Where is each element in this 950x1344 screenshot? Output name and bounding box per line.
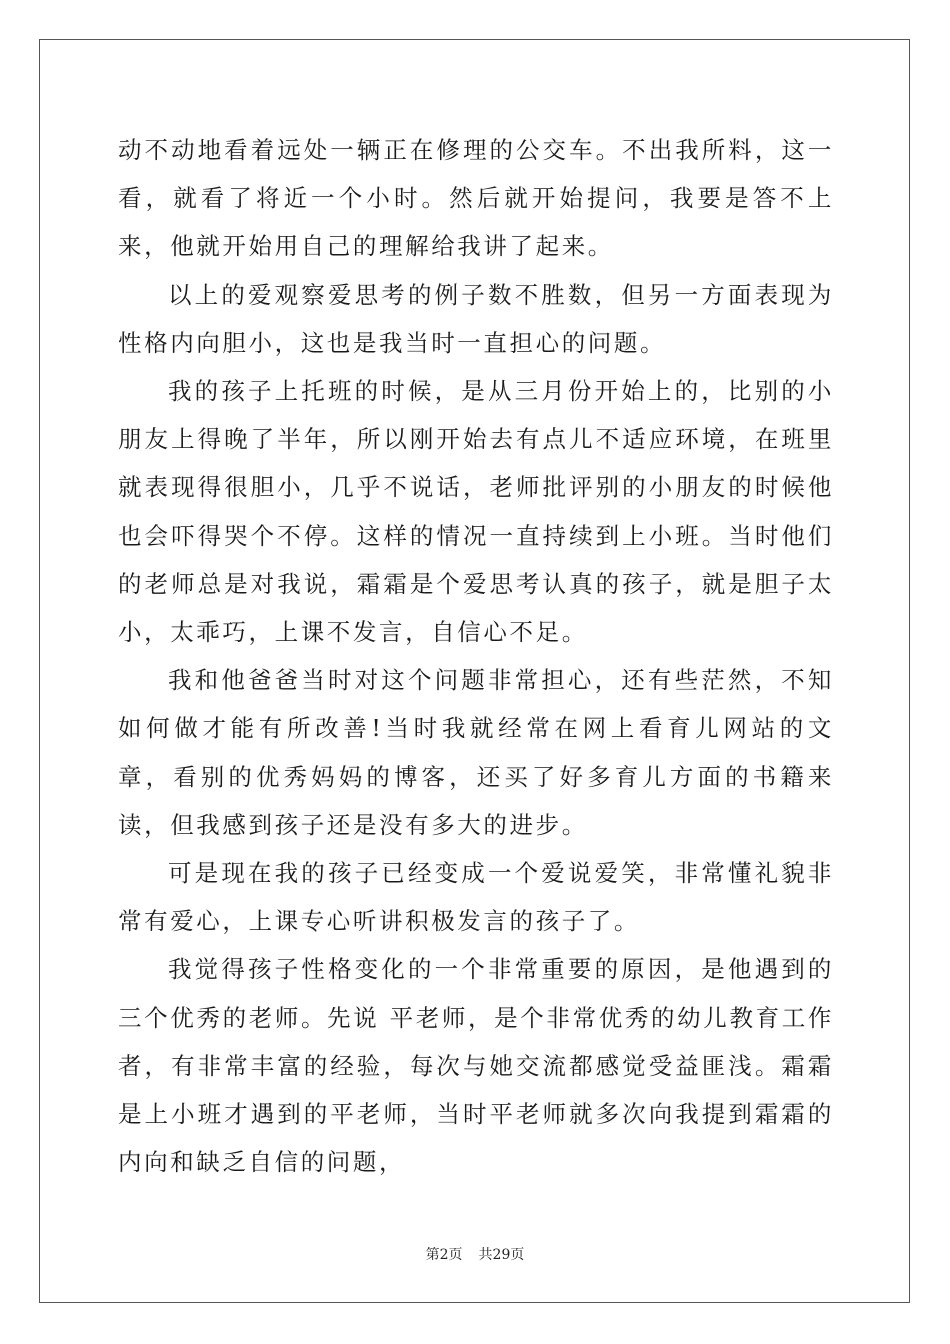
page-number: 第2页	[425, 1247, 463, 1263]
paragraph-6: 我觉得孩子性格变化的一个非常重要的原因，是他遇到的三个优秀的老师。先说 平老师，是个非常优秀的幼儿教育工作者，有非常丰富的经验，每次与她交流都感觉受益匪浅。霜霜是上小班才遇到的平老师，当时平老师就多次向我提到霜霜的内向和缺乏自信的问题，	[118, 955, 834, 1177]
page-footer	[0, 1244, 950, 1264]
paragraph-3: 我的孩子上托班的时候，是从三月份开始上的，比别的小朋友上得晚了半年，所以刚开始去有点儿不适应环境，在班里就表现得很胆小，几乎不说话，老师批评别的小朋友的时候他也会吓得哭个不停。这样的情况一直持续到上小班。当时他们的老师总是对我说，霜霜是个爱思考认真的孩子，就是胆子太小，太乖巧，上课不发言，自信心不足。	[118, 377, 834, 647]
paragraph-1: 动不动地看着远处一辆正在修理的公交车。不出我所料，这一看，就看了将近一个小时。然后就开始提问，我要是答不上来，他就开始用自己的理解给我讲了起来。	[118, 136, 834, 261]
page-total: 共29页	[478, 1247, 525, 1263]
paragraph-4: 我和他爸爸当时对这个问题非常担心，还有些茫然，不知如何做才能有所改善!当时我就经常在网上看育儿网站的文章，看别的优秀妈妈的博客，还买了好多育儿方面的书籍来读，但我感到孩子还是没有多大的进步。	[118, 666, 834, 839]
paragraph-2: 以上的爱观察爱思考的例子数不胜数，但另一方面表现为性格内向胆小，这也是我当时一直担心的问题。	[118, 280, 834, 357]
paragraph-5: 可是现在我的孩子已经变成一个爱说爱笑，非常懂礼貌非常有爱心，上课专心听讲积极发言的孩子了。	[118, 859, 834, 936]
document-body	[118, 126, 834, 1186]
